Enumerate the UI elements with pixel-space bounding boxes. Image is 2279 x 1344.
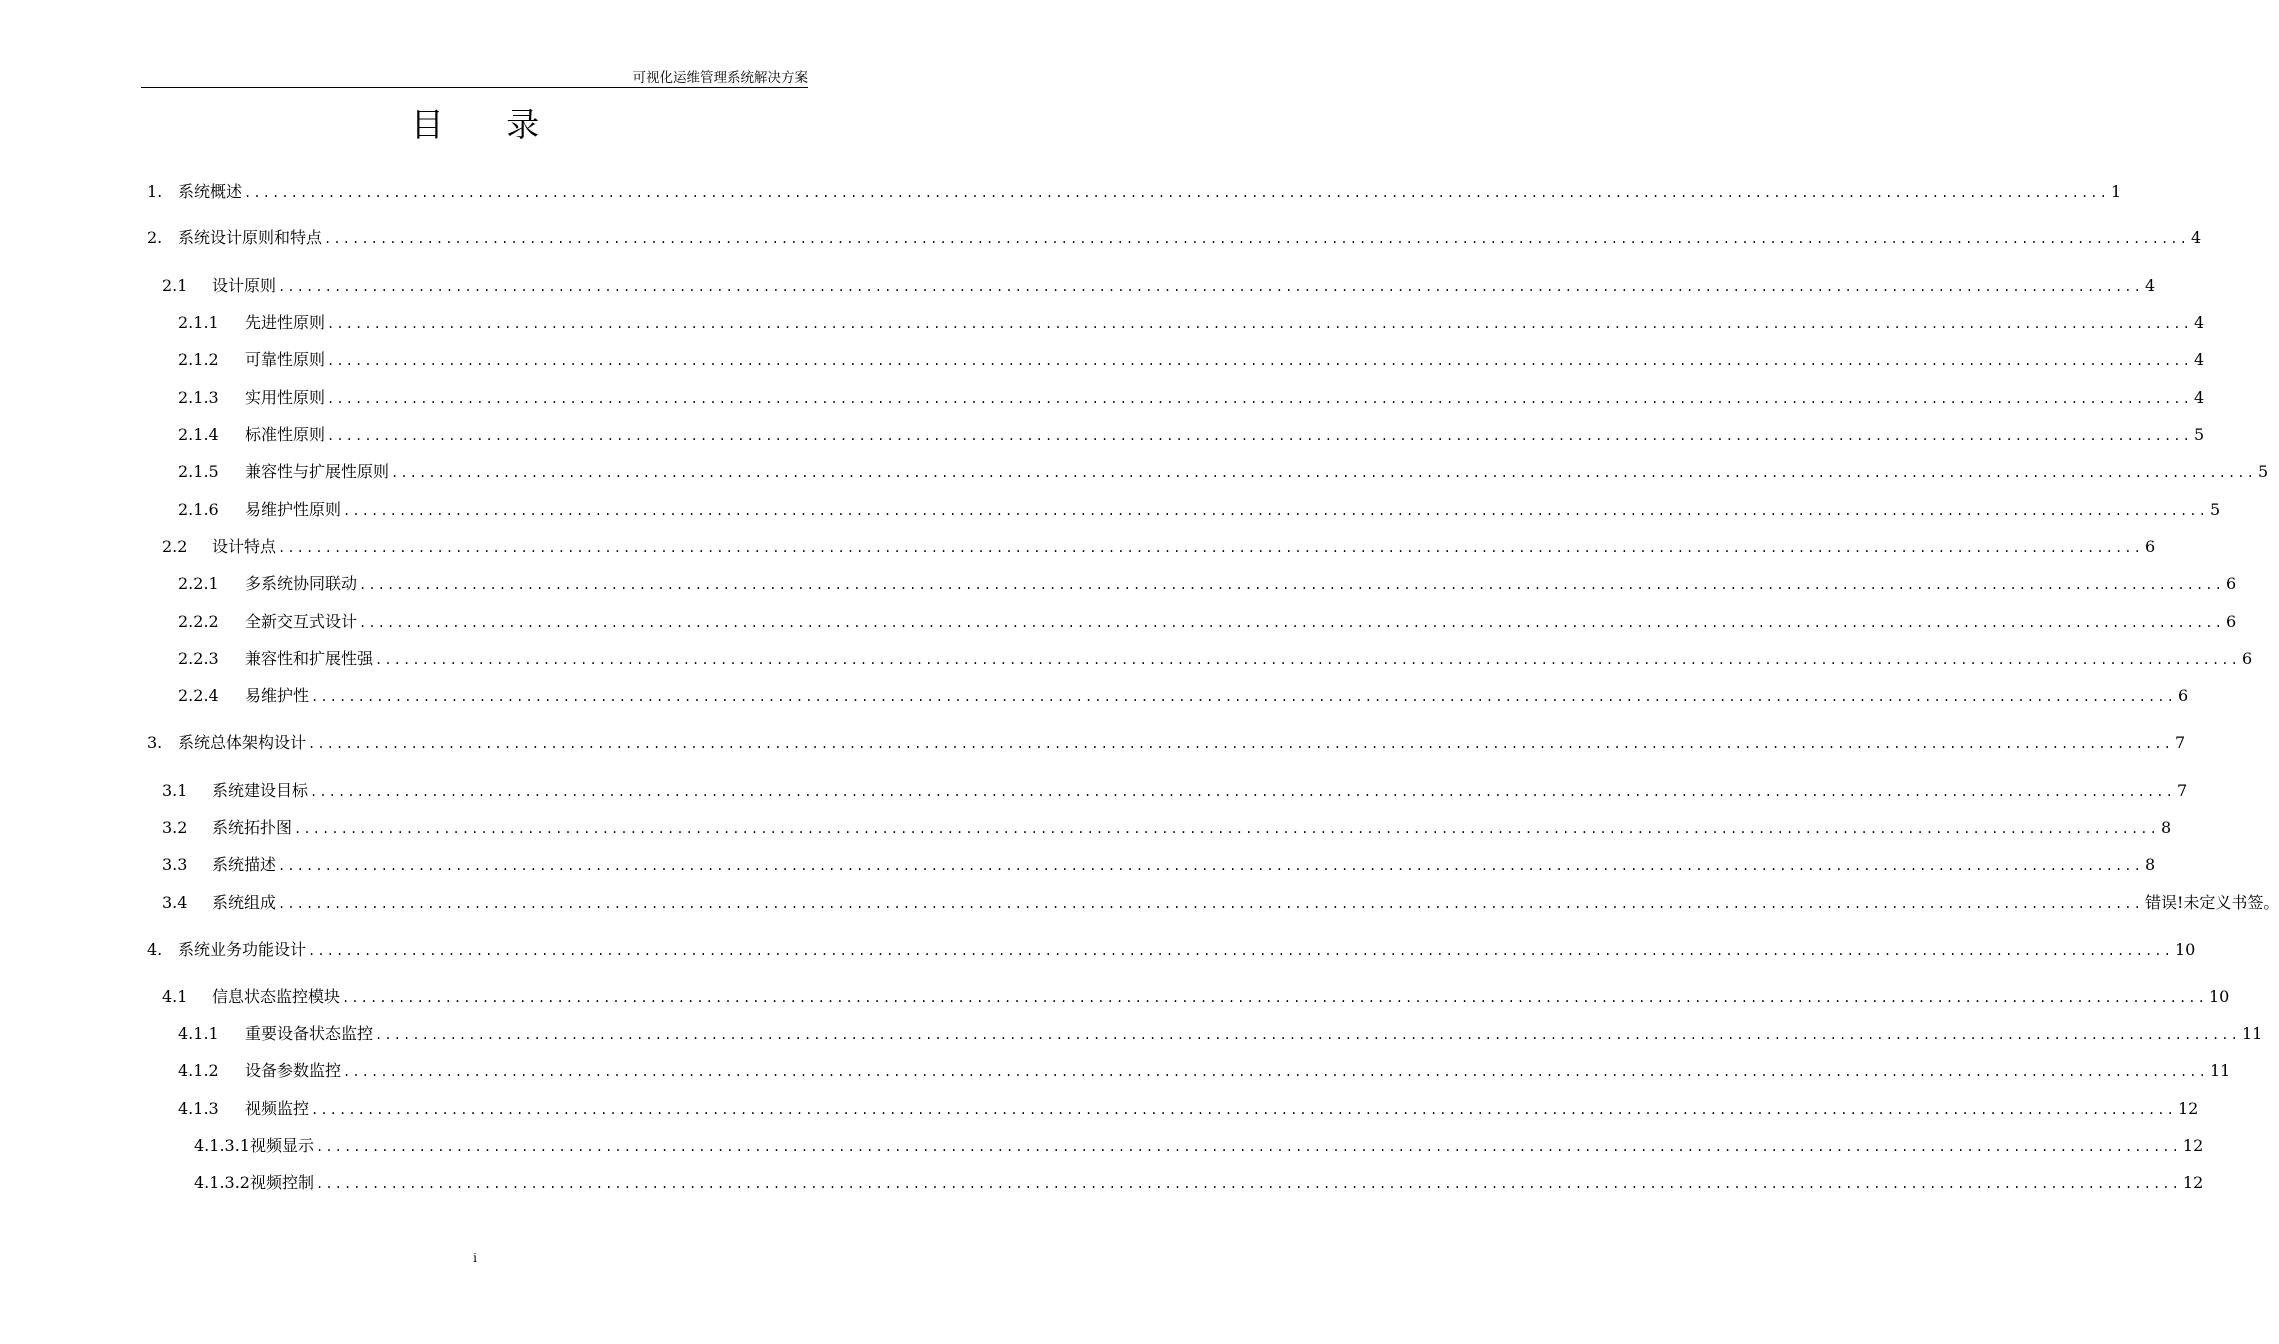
toc-leader-dots: ........................................................................................................................................................................................................ bbox=[375, 1028, 2240, 1042]
toc-entry-number: 2.1.5 bbox=[178, 462, 219, 481]
toc-entry-number: 2.2 bbox=[162, 537, 188, 556]
toc-entry-2-1-2[interactable] bbox=[178, 348, 2205, 372]
toc-entry-number: 2.1.6 bbox=[178, 500, 219, 519]
toc-leader-dots: ........................................................................................................................................................................................................ bbox=[327, 354, 2192, 368]
toc-entry-label: 系统拓扑图 bbox=[212, 818, 293, 837]
toc-entry-number: 2.2.1 bbox=[178, 574, 219, 593]
toc-entry-label: 信息状态监控模块 bbox=[212, 987, 341, 1006]
toc-entry-label: 可靠性原则 bbox=[245, 350, 326, 369]
toc-entry-number: 2.1.4 bbox=[178, 425, 219, 444]
toc-entry-label: 兼容性和扩展性强 bbox=[245, 649, 374, 668]
toc-entry-page: 4 bbox=[2144, 276, 2156, 295]
toc-entry-page-error: 错误!未定义书签。 bbox=[2144, 893, 2279, 912]
toc-entry-2-1-4[interactable] bbox=[178, 423, 2205, 447]
toc-entry-number: 4.1.2 bbox=[178, 1061, 219, 1080]
toc-entry-3-4[interactable] bbox=[162, 891, 2279, 915]
toc-entry-label: 标准性原则 bbox=[245, 425, 326, 444]
toc-entry-1[interactable] bbox=[147, 180, 2122, 204]
toc-entry-number: 4.1 bbox=[162, 987, 188, 1006]
toc-entry-4-1-3[interactable] bbox=[178, 1097, 2199, 1121]
toc-leader-dots: ........................................................................................................................................................................................................ bbox=[324, 232, 2189, 246]
toc-entry-3-1[interactable] bbox=[162, 779, 2188, 803]
toc-entry-number: 3. bbox=[147, 733, 163, 752]
toc-leader-dots: ........................................................................................................................................................................................................ bbox=[308, 737, 2173, 751]
toc-entry-label: 设备参数监控 bbox=[245, 1061, 342, 1080]
toc-entry-page: 8 bbox=[2144, 855, 2156, 874]
header-title: 可视化运维管理系统解决方案 bbox=[632, 70, 808, 86]
toc-leader-dots: ........................................................................................................................................................................................................ bbox=[244, 186, 2109, 200]
toc-entry-page: 1 bbox=[2110, 182, 2122, 201]
toc-entry-page: 12 bbox=[2182, 1173, 2204, 1192]
toc-entry-label: 设计特点 bbox=[212, 537, 277, 556]
toc-leader-dots: ........................................................................................................................................................................................................ bbox=[327, 429, 2192, 443]
toc-entry-label: 多系统协同联动 bbox=[245, 574, 358, 593]
toc-entry-label: 兼容性与扩展性原则 bbox=[245, 462, 390, 481]
toc-entry-number: 4.1.3.2 bbox=[194, 1173, 250, 1192]
toc-entry-page: 11 bbox=[2241, 1024, 2263, 1043]
toc-entry-number: 2. bbox=[147, 228, 163, 247]
toc-leader-dots: ........................................................................................................................................................................................................ bbox=[327, 392, 2192, 406]
toc-entry-page: 10 bbox=[2208, 987, 2230, 1006]
toc-title: 目 录 bbox=[410, 105, 566, 144]
toc-leader-dots: ........................................................................................................................................................................................................ bbox=[308, 944, 2173, 958]
toc-entry-label: 全新交互式设计 bbox=[245, 612, 358, 631]
toc-entry-page: 6 bbox=[2225, 574, 2237, 593]
toc-entry-page: 4 bbox=[2193, 350, 2205, 369]
toc-leader-dots: ........................................................................................................................................................................................................ bbox=[310, 785, 2175, 799]
toc-entry-label: 实用性原则 bbox=[245, 388, 326, 407]
toc-entry-number: 2.1 bbox=[162, 276, 188, 295]
toc-entry-2[interactable] bbox=[147, 226, 2202, 250]
toc-entry-label: 系统概述 bbox=[178, 182, 243, 201]
toc-entry-page: 5 bbox=[2209, 500, 2221, 519]
toc-entry-number: 3.4 bbox=[162, 893, 188, 912]
toc-entry-number: 2.1.2 bbox=[178, 350, 219, 369]
toc-entry-2-1-5[interactable] bbox=[178, 460, 2269, 484]
toc-entry-label: 系统组成 bbox=[212, 893, 277, 912]
toc-entry-label: 系统建设目标 bbox=[212, 781, 309, 800]
toc-entry-label: 系统描述 bbox=[212, 855, 277, 874]
toc-entry-page: 5 bbox=[2257, 462, 2269, 481]
toc-leader-dots: ........................................................................................................................................................................................................ bbox=[278, 541, 2143, 555]
toc-entry-2-1[interactable] bbox=[162, 274, 2156, 298]
toc-entry-page: 12 bbox=[2182, 1136, 2204, 1155]
toc-leader-dots: ........................................................................................................................................................................................................ bbox=[343, 1065, 2208, 1079]
toc-leader-dots: ........................................................................................................................................................................................................ bbox=[311, 690, 2176, 704]
toc-entry-page: 11 bbox=[2209, 1061, 2231, 1080]
toc-entry-label: 系统设计原则和特点 bbox=[178, 228, 323, 247]
toc-leader-dots: ........................................................................................................................................................................................................ bbox=[375, 653, 2240, 667]
toc-entry-2-1-3[interactable] bbox=[178, 386, 2205, 410]
toc-entry-number: 1. bbox=[147, 182, 163, 201]
toc-entry-4-1[interactable] bbox=[162, 985, 2230, 1009]
toc-entry-label: 视频显示 bbox=[249, 1136, 314, 1155]
toc-entry-4[interactable] bbox=[147, 938, 2196, 962]
toc-entry-label: 易维护性原则 bbox=[245, 500, 342, 519]
toc-entry-number: 2.2.3 bbox=[178, 649, 219, 668]
toc-entry-label: 系统业务功能设计 bbox=[178, 940, 307, 959]
toc-entry-page: 6 bbox=[2225, 612, 2237, 631]
toc-leader-dots: ........................................................................................................................................................................................................ bbox=[278, 859, 2143, 873]
toc-entry-number: 4.1.3.1 bbox=[194, 1136, 250, 1155]
toc-leader-dots: ........................................................................................................................................................................................................ bbox=[327, 317, 2192, 331]
toc-entry-3[interactable] bbox=[147, 731, 2186, 755]
toc-entry-label: 先进性原则 bbox=[245, 313, 326, 332]
toc-entry-2-2-3[interactable] bbox=[178, 647, 2253, 671]
toc-entry-page: 4 bbox=[2193, 388, 2205, 407]
toc-entry-number: 4.1.1 bbox=[178, 1024, 219, 1043]
toc-entry-4-1-2[interactable] bbox=[178, 1059, 2231, 1083]
toc-entry-3-3[interactable] bbox=[162, 853, 2156, 877]
toc-leader-dots: ........................................................................................................................................................................................................ bbox=[316, 1177, 2181, 1191]
page-number: i bbox=[473, 1251, 477, 1265]
toc-entry-page: 6 bbox=[2241, 649, 2253, 668]
toc-leader-dots: ........................................................................................................................................................................................................ bbox=[343, 504, 2208, 518]
toc-entry-number: 4. bbox=[147, 940, 163, 959]
toc-leader-dots: ........................................................................................................................................................................................................ bbox=[311, 1103, 2176, 1117]
toc-entry-2-2-1[interactable] bbox=[178, 572, 2237, 596]
toc-entry-page: 4 bbox=[2190, 228, 2202, 247]
toc-entry-label: 视频监控 bbox=[245, 1099, 310, 1118]
toc-entry-page: 4 bbox=[2193, 313, 2205, 332]
toc-leader-dots: ........................................................................................................................................................................................................ bbox=[278, 280, 2143, 294]
toc-entry-number: 2.1.3 bbox=[178, 388, 219, 407]
toc-entry-number: 2.2.4 bbox=[178, 686, 219, 705]
toc-entry-page: 7 bbox=[2176, 781, 2188, 800]
toc-entry-label: 设计原则 bbox=[212, 276, 277, 295]
toc-entry-label: 易维护性 bbox=[245, 686, 310, 705]
toc-leader-dots: ........................................................................................................................................................................................................ bbox=[342, 991, 2207, 1005]
toc-entry-4-1-3-1[interactable] bbox=[194, 1134, 2204, 1158]
toc-entry-number: 2.2.2 bbox=[178, 612, 219, 631]
toc-entry-page: 6 bbox=[2144, 537, 2156, 556]
toc-entry-page: 5 bbox=[2193, 425, 2205, 444]
toc-entry-number: 3.3 bbox=[162, 855, 188, 874]
toc-entry-number: 2.1.1 bbox=[178, 313, 219, 332]
toc-entry-2-2-4[interactable] bbox=[178, 684, 2189, 708]
toc-entry-4-1-1[interactable] bbox=[178, 1022, 2263, 1046]
toc-entry-label: 视频控制 bbox=[249, 1173, 314, 1192]
toc-entry-2-1-1[interactable] bbox=[178, 311, 2205, 335]
toc-entry-label: 重要设备状态监控 bbox=[245, 1024, 374, 1043]
toc-leader-dots: ........................................................................................................................................................................................................ bbox=[359, 616, 2224, 630]
toc-entry-3-2[interactable] bbox=[162, 816, 2172, 840]
toc-entry-label: 系统总体架构设计 bbox=[178, 733, 307, 752]
toc-entry-page: 8 bbox=[2160, 818, 2172, 837]
toc-entry-2-1-6[interactable] bbox=[178, 498, 2221, 522]
toc-leader-dots: ........................................................................................................................................................................................................ bbox=[359, 578, 2224, 592]
toc-leader-dots: ........................................................................................................................................................................................................ bbox=[294, 822, 2159, 836]
toc-entry-page: 10 bbox=[2174, 940, 2196, 959]
toc-entry-number: 3.1 bbox=[162, 781, 188, 800]
toc-leader-dots: ........................................................................................................................................................................................................ bbox=[278, 897, 2143, 911]
toc-entry-2-2-2[interactable] bbox=[178, 610, 2237, 634]
toc-entry-2-2[interactable] bbox=[162, 535, 2156, 559]
toc-entry-page: 6 bbox=[2177, 686, 2189, 705]
toc-leader-dots: ........................................................................................................................................................................................................ bbox=[316, 1140, 2181, 1154]
toc-entry-page: 12 bbox=[2177, 1099, 2199, 1118]
toc-entry-number: 3.2 bbox=[162, 818, 188, 837]
toc-entry-page: 7 bbox=[2174, 733, 2186, 752]
toc-leader-dots: ........................................................................................................................................................................................................ bbox=[391, 466, 2256, 480]
toc-entry-number: 4.1.3 bbox=[178, 1099, 219, 1118]
toc-entry-4-1-3-2[interactable] bbox=[194, 1171, 2204, 1195]
